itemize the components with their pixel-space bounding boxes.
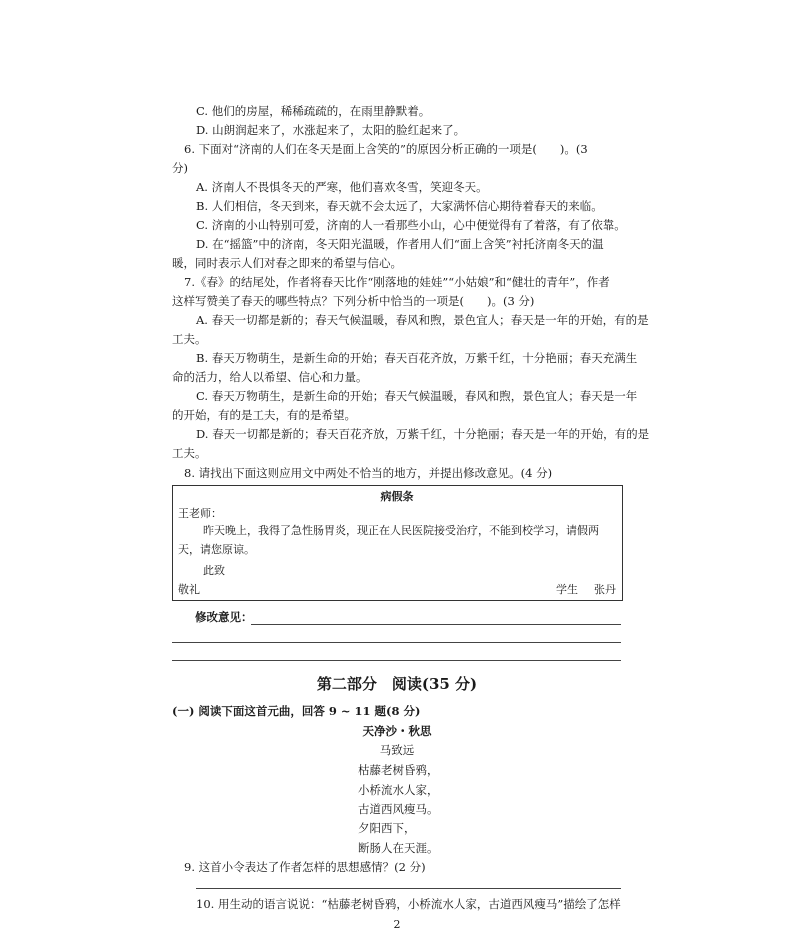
poem-title: 天净沙・秋思 [362, 724, 432, 738]
poem-line-3: 古道西风瘦马。 [358, 802, 439, 816]
q7-option-a-cont: 工夫。 [172, 332, 207, 346]
q7-option-d: D. 春天一切都是新的；春天百花齐放，万紫千红，十分艳丽；春天是一年的开始，有的是 [196, 427, 650, 441]
note-salutation: 王老师： [178, 507, 222, 520]
q5-option-c: C. 他们的房屋，稀稀疏疏的，在雨里静默着。 [196, 104, 431, 118]
q7-stem: 7.《春》的结尾处，作者将春天比作“刚落地的娃娃”“小姑娘”和“健壮的青年”，作者 [184, 275, 610, 289]
poem-line-2: 小桥流水人家， [358, 783, 439, 797]
note-signer-name: 张丹 [594, 583, 616, 596]
page-number: 2 [393, 918, 401, 931]
q7-stem-cont: 这样写赞美了春天的哪些特点？下列分析中恰当的一项是( )。(3 分) [172, 294, 535, 308]
answer-line-1[interactable] [251, 624, 621, 625]
q7-option-c: C. 春天万物萌生，是新生命的开始；春天气候温暖，春风和煦，景色宜人；春天是一年 [196, 389, 638, 403]
q6-option-b: B. 人们相信，冬天到来，春天就不会太远了，大家满怀信心期待着春天的来临。 [196, 199, 603, 213]
q9-stem: 9. 这首小令表达了作者怎样的思想感情？(2 分) [184, 860, 426, 874]
note-title: 病假条 [380, 490, 414, 503]
note-signer-role: 学生 [556, 583, 578, 596]
answer-line-3[interactable] [172, 660, 621, 661]
q5-option-d: D. 山朗润起来了，水涨起来了，太阳的脸红起来了。 [196, 123, 466, 137]
q6-option-a: A. 济南人不畏惧冬天的严寒，他们喜欢冬雪，笑迎冬天。 [196, 180, 488, 194]
section1-instruction: (一) 阅读下面这首元曲，回答 9 ~ 11 题(8 分) [172, 704, 421, 718]
q8-stem: 8. 请找出下面这则应用文中两处不恰当的地方，并提出修改意见。(4 分) [184, 466, 553, 480]
poem-line-4: 夕阳西下， [358, 821, 416, 835]
note-body-line2: 天，请您原谅。 [178, 543, 255, 556]
note-body-line1: 昨天晚上，我得了急性肠胃炎，现正在人民医院接受治疗，不能到校学习，请假两 [203, 524, 599, 537]
q7-option-b-cont: 命的活力，给人以希望、信心和力量。 [172, 370, 368, 384]
q6-option-c: C. 济南的小山特别可爱，济南的人一看那些小山，心中便觉得有了着落，有了依靠。 [196, 218, 626, 232]
q7-option-d-cont: 工夫。 [172, 446, 207, 460]
q6-stem-cont: 分) [172, 161, 188, 175]
q6-stem: 6. 下面对“济南的人们在冬天是面上含笑的”的原因分析正确的一项是( )。(3 [184, 142, 588, 156]
q7-option-b: B. 春天万物萌生，是新生命的开始；春天百花齐放，万紫千红，十分艳丽；春天充满生 [196, 351, 638, 365]
q10-stem: 10. 用生动的语言说说：“枯藤老树昏鸦，小桥流水人家，古道西风瘦马”描绘了怎样 [196, 897, 621, 911]
poem-author: 马致远 [379, 743, 415, 757]
q7-option-c-cont: 的开始，有的是工夫，有的是希望。 [172, 408, 356, 422]
poem-line-1: 枯藤老树昏鸦， [358, 763, 439, 777]
q6-option-d-cont: 暖，同时表示人们对春之即来的希望与信心。 [172, 256, 402, 270]
q9-answer-line[interactable] [196, 888, 621, 889]
part2-heading: 第二部分 阅读(35 分) [316, 675, 478, 693]
q6-option-d: D. 在“摇篮”中的济南，冬天阳光温暖，作者用人们“面上含笑”衬托济南冬天的温 [196, 237, 604, 251]
note-closing-2: 敬礼 [178, 583, 200, 596]
q7-option-a: A. 春天一切都是新的；春天气候温暖，春风和煦，景色宜人；春天是一年的开始，有的是 [196, 313, 649, 327]
note-closing-1: 此致 [203, 564, 225, 577]
poem-line-5: 断肠人在天涯。 [358, 841, 439, 855]
answer-line-2[interactable] [172, 642, 621, 643]
revision-label: 修改意见： [195, 610, 253, 624]
